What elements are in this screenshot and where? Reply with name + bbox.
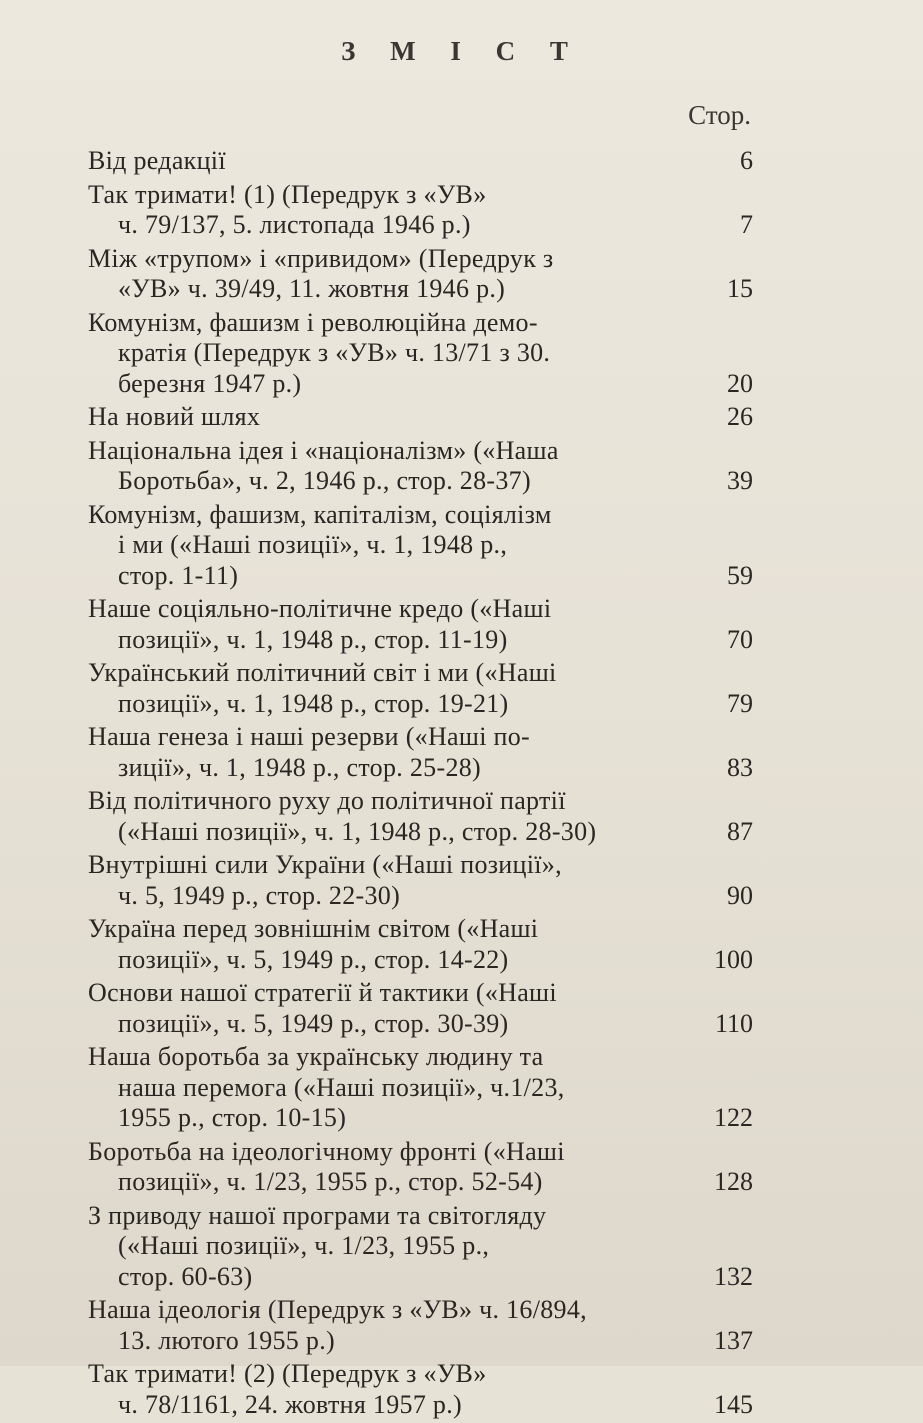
toc-page-number: 15 [727,274,753,303]
toc-entry [0,786,923,847]
toc-page-number: 7 [740,210,753,239]
toc-entry-title: Україна перед зовнішнім світом («Наші [88,914,539,943]
toc-entry-title: Український політичний світ і ми («Наші [88,658,557,687]
toc-page-number: 6 [740,146,753,175]
toc-entry-title: Так тримати! (2) (Передрук з «УВ» [88,1359,487,1388]
toc-entry-title: З приводу нашої програми та світогляду [88,1200,547,1230]
toc-entry-title: Комунізм, фашизм, капіталізм, соціялізм [88,499,552,529]
toc-page-number: 79 [727,688,753,718]
toc-entry-title: Комунізм, фашизм і революційна демо- [88,307,538,337]
table-of-contents [0,146,923,1423]
page-column-header: Стор. [688,100,751,130]
toc-entry [0,658,923,719]
toc-entry-continuation: 1955 р., стор. 10-15) [118,1103,347,1132]
toc-entry-continuation: («Наші позиції», ч. 1, 1948 р., стор. 28-30) [118,816,597,846]
toc-page-number: 137 [714,1325,753,1355]
page-title: З М І С Т [341,36,582,66]
toc-entry [0,1201,923,1293]
toc-entry-continuation: позиції», ч. 5, 1949 р., стор. 30-39) [118,1008,509,1038]
toc-entry [0,1042,923,1134]
toc-entry-continuation: «УВ» ч. 39/49, 11. жовтня 1946 р.) [118,274,506,303]
toc-page-number: 90 [727,880,753,910]
toc-entry-continuation: ч. 79/137, 5. листопада 1946 р.) [118,210,471,239]
toc-entry-continuation: наша перемога («Наші позиції», ч.1/23, [118,1072,565,1102]
toc-entry-title: Національна ідея і «націоналізм» («Наша [88,435,559,465]
toc-entry [0,500,923,592]
toc-entry [0,1359,923,1420]
toc-page-number: 20 [727,368,753,398]
toc-entry [0,308,923,400]
toc-page-number: 132 [714,1261,753,1291]
toc-entry-title: Від політичного руху до політичної партії [88,786,566,815]
toc-entry [0,1295,923,1356]
toc-entry [0,978,923,1039]
toc-entry [0,244,923,305]
toc-entry-continuation: позиції», ч. 5, 1949 р., стор. 14-22) [118,944,509,974]
toc-page-number: 87 [727,816,753,846]
toc-entry-continuation: позиції», ч. 1, 1948 р., стор. 11-19) [118,624,508,654]
toc-entry-title: Між «трупом» і «привидом» (Передрук з [88,243,554,273]
toc-page-number: 145 [714,1389,753,1419]
toc-entry-continuation: Боротьба», ч. 2, 1946 р., стор. 28-37) [118,466,531,495]
toc-entry [0,402,923,433]
toc-entry [0,146,923,177]
toc-entry [0,722,923,783]
toc-page-number: 70 [727,624,753,654]
toc-entry-continuation: ч. 78/1161, 24. жовтня 1957 р.) [118,1389,462,1419]
toc-entry-continuation: позиції», ч. 1, 1948 р., стор. 19-21) [118,688,509,718]
toc-entry-title: Наша ідеологія (Передрук з «УВ» ч. 16/894, [88,1295,587,1324]
toc-entry [0,850,923,911]
toc-entry-continuation: зиції», ч. 1, 1948 р., стор. 25-28) [118,752,481,782]
toc-page-number: 128 [714,1167,753,1196]
toc-entry-title: Основи нашої стратегії й тактики («Наші [88,978,557,1007]
toc-page-number: 83 [727,752,753,782]
toc-page-number: 26 [727,402,753,431]
toc-entry [0,914,923,975]
toc-page-number: 59 [727,560,753,590]
toc-page-number: 110 [714,1008,753,1038]
toc-page-number: 39 [727,466,753,495]
toc-entry [0,436,923,497]
toc-entry-continuation: стор. 60-63) [118,1261,253,1291]
toc-entry [0,1137,923,1198]
toc-entry-continuation: стор. 1-11) [118,560,239,590]
toc-entry-title: Внутрішні сили України («Наші позиції», [88,850,562,879]
toc-entry-title: Боротьба на ідеологічному фронті («Наші [88,1136,565,1166]
toc-entry-continuation: позиції», ч. 1/23, 1955 р., стор. 52-54) [118,1167,543,1196]
toc-entry-continuation: («Наші позиції», ч. 1/23, 1955 р., [118,1231,490,1260]
toc-entry-continuation: кратія (Передрук з «УВ» ч. 13/71 з 30. [118,338,551,367]
toc-entry-title: Наша боротьба за українську людину та [88,1042,544,1071]
toc-entry-continuation: ч. 5, 1949 р., стор. 22-30) [118,880,401,910]
toc-entry [0,180,923,241]
toc-entry [0,594,923,655]
toc-entry-title: Від редакції [88,146,226,175]
toc-entry-continuation: і ми («Наші позиції», ч. 1, 1948 р., [118,530,508,559]
toc-page-number: 100 [714,944,753,974]
toc-page-number: 122 [714,1103,753,1132]
toc-entry-title: На новий шлях [88,402,261,431]
toc-entry-title: Наша генеза і наші резерви («Наші по- [88,722,530,751]
toc-entry-title: Так тримати! (1) (Передрук з «УВ» [88,179,487,209]
toc-entry-continuation: березня 1947 р.) [118,368,302,398]
toc-entry-continuation: 13. лютого 1955 р.) [118,1325,335,1355]
toc-entry-title: Наше соціяльно-політичне кредо («Наші [88,594,552,623]
